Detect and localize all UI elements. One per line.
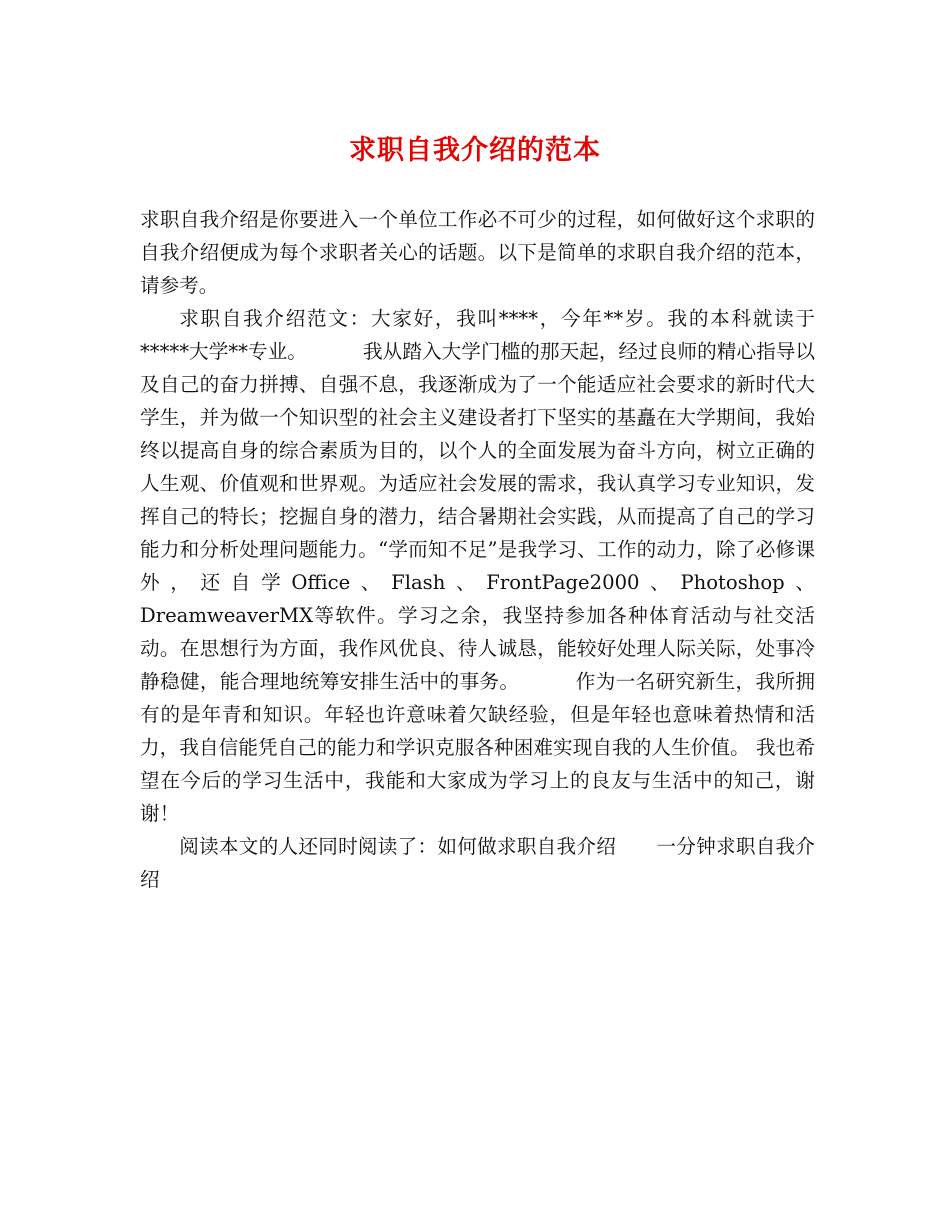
sample-paragraph: [140, 302, 815, 830]
intro-paragraph: 求职自我介绍是你要进入一个单位工作必不可少的过程，如何做好这个求职的自我介绍便成为每个求职者关心的话题。以下是简单的求职自我介绍的范本，请参考。: [140, 208, 815, 297]
related-reading-paragraph: [140, 830, 815, 896]
related-link-2[interactable]: 一分钟求职自我介绍: [140, 835, 816, 891]
sample-text-part-1: 求职自我介绍范文：大家好，我叫****，今年**岁。我的本科就读于*****大学**专业。: [140, 307, 815, 363]
related-link-1[interactable]: 如何做求职自我介绍: [437, 835, 617, 858]
sample-text-part-2: 我从踏入大学门槛的那天起，经过良师的精心指导以及自己的奋力拼搏、自强不息，我逐渐成为了一个能适应社会要求的新时代大学生，并为做一个知识型的社会主义建设者打下坚实的基矗在大学期间，我始终以提高自身的综合素质为目的，以个人的全面发展为奋斗方向，树立正确的人生观、价值观和世界观。为适应社会发展的需求，我认真学习专业知识，发挥自己的特长；挖掘自身的潜力，结合暑期社会实践，从而提高了自己的学习能力和分析处理问题能力。“学而知不足”是我学习、工作的动力，除了必修课外，还自学Office、Flash、FrontPage2000、Photoshop、DreamweaverMX等软件。学习之余，我坚持参加各种体育活动与社交活动。在思想行为方面，我作风优良、待人诚恳，能较好处理人际关际，处事冷静稳健，能合理地统筹安排生活中的事务。: [140, 340, 816, 693]
sample-text-part-3: 作为一名研究新生，我所拥有的是年青和知识。年轻也许意味着欠缺经验，但是年轻也意味着热情和活力，我自信能凭自己的能力和学识克服各种困难实现自我的人生价值。 我也希望在今后的学习生活中，我能和大家成为学习上的良友与生活中的知己，谢谢！: [140, 670, 816, 825]
document-body: [140, 203, 815, 896]
document-title: 求职自我介绍的范本: [349, 135, 601, 166]
related-reading-label: 阅读本文的人还同时阅读了：: [179, 835, 438, 858]
